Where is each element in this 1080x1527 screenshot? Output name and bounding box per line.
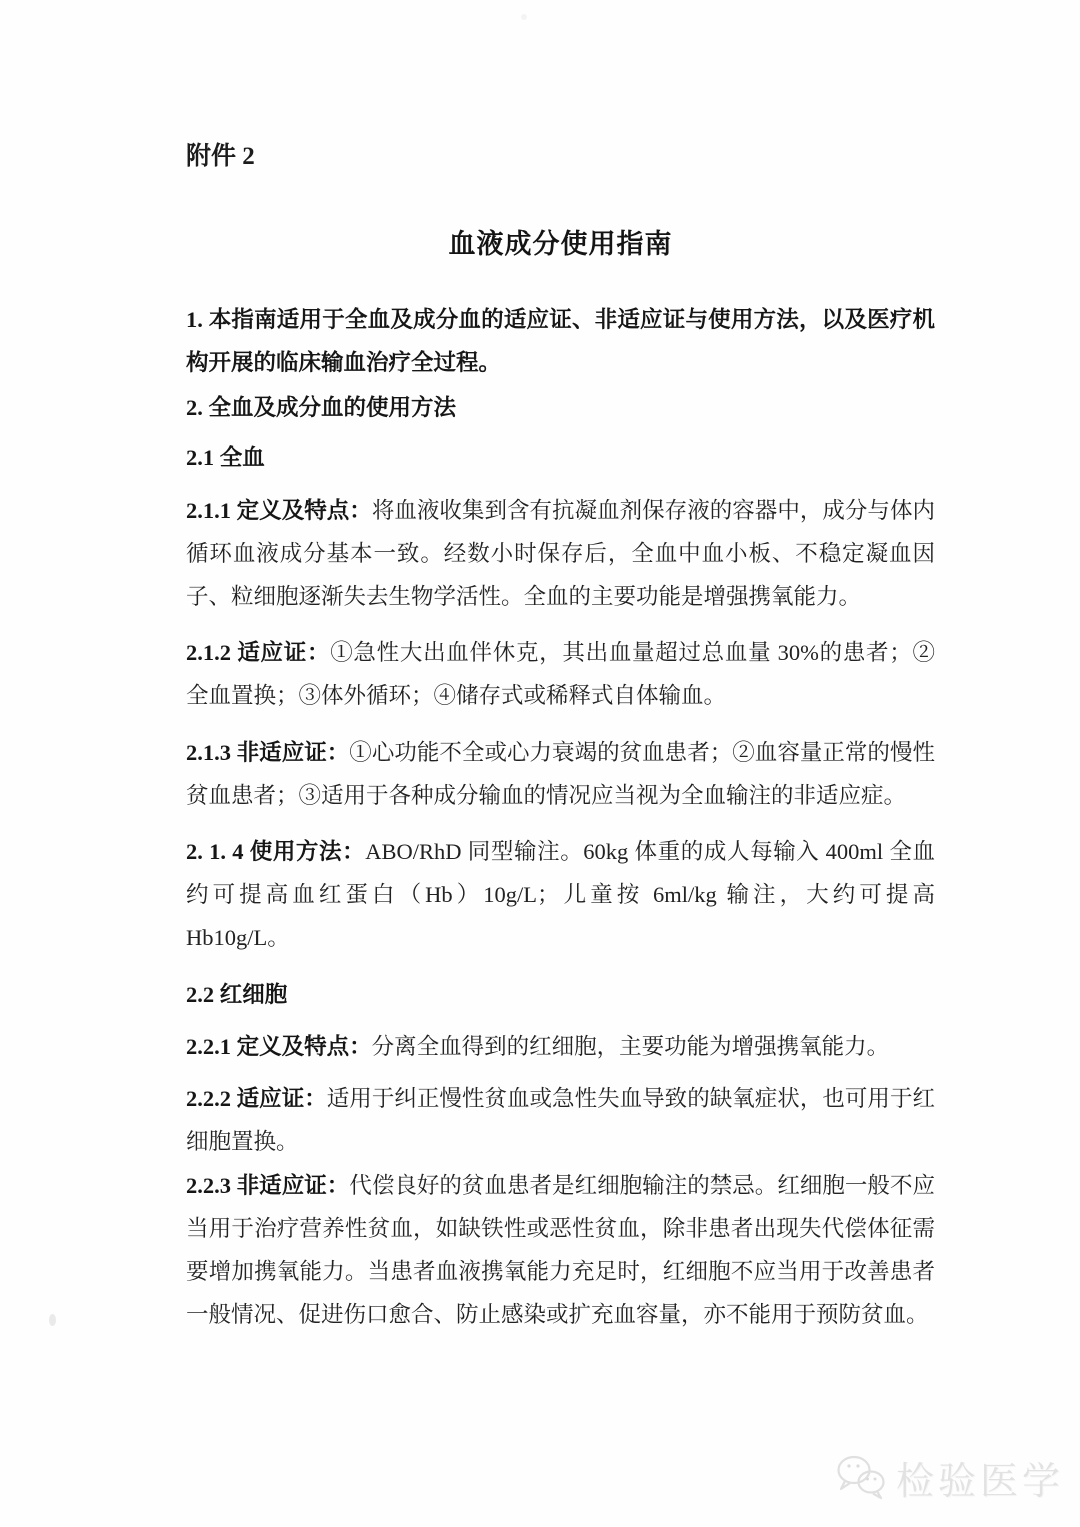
paragraph-2-2-3 bbox=[186, 1164, 935, 1336]
heading-label: 2.1 全血 bbox=[186, 445, 265, 470]
paragraph-2-1-2 bbox=[186, 631, 935, 717]
paragraph-2-2-1 bbox=[186, 1025, 935, 1068]
paragraph-text: 适用于纠正慢性贫血或急性失血导致的缺氧症状，也可用于红细胞置换。 bbox=[186, 1086, 935, 1154]
paragraph-label: 2.2.2 适应证： bbox=[186, 1086, 327, 1111]
paragraph-2-1-1 bbox=[186, 489, 935, 618]
paragraph-text: 分离全血得到的红细胞，主要功能为增强携氧能力。 bbox=[371, 1034, 890, 1059]
watermark bbox=[834, 1450, 1064, 1505]
page-title: 血液成分使用指南 bbox=[448, 229, 673, 259]
heading-usage-methods bbox=[186, 386, 935, 429]
paragraph-text: ABO/RhD 同型输注。60kg 体重的成人每输入 400ml 全血约可提高血红蛋白（Hb）10g/L；儿童按 6ml/kg 输注，大约可提高 Hb10g/L。 bbox=[186, 839, 935, 950]
heading-whole-blood bbox=[186, 436, 935, 479]
paragraph-text: 代偿良好的贫血患者是红细胞输注的禁忌。红细胞一般不应当用于治疗营养性贫血，如缺铁性或恶性贫血，除非患者出现失代偿体征需要增加携氧能力。当患者血液携氧能力充足时，红细胞不应当用于改善患者一般情况、促进伤口愈合、防止感染或扩充血容量，亦不能用于预防贫血。 bbox=[186, 1173, 935, 1327]
paragraph-label: 2.1.1 定义及特点： bbox=[186, 498, 372, 523]
paragraph-2-2-2 bbox=[186, 1077, 935, 1163]
heading-red-cells bbox=[186, 973, 935, 1016]
paragraph-text: ①心功能不全或心力衰竭的贫血患者；②血容量正常的慢性贫血患者；③适用于各种成分输血的情况应当视为全血输注的非适应症。 bbox=[186, 740, 935, 808]
paragraph-label: 2. 1. 4 使用方法： bbox=[186, 839, 366, 864]
paragraph-label: 2.1.3 非适应证： bbox=[186, 740, 350, 765]
scan-speck bbox=[521, 14, 527, 20]
paragraph-2-1-4 bbox=[186, 830, 935, 959]
heading-label: 2.2 红细胞 bbox=[186, 982, 288, 1007]
watermark-text: 检验医学 bbox=[895, 1461, 1064, 1503]
paragraph-text: 将血液收集到含有抗凝血剂保存液的容器中，成分与体内循环血液成分基本一致。经数小时保存后，全血中血小板、不稳定凝血因子、粒细胞逐渐失去生物学活性。全血的主要功能是增强携氧能力。 bbox=[186, 498, 935, 609]
paragraph-label: 2.2.3 非适应证： bbox=[186, 1173, 350, 1198]
heading-label: 2. 全血及成分血的使用方法 bbox=[186, 395, 457, 420]
paragraph-label: 2.2.1 定义及特点： bbox=[186, 1034, 372, 1059]
wechat-icon bbox=[834, 1453, 888, 1503]
scan-speck bbox=[49, 1314, 56, 1326]
paragraph-label: 2.1.2 适应证： bbox=[186, 640, 331, 665]
paragraph-text: ①急性大出血伴休克，其出血量超过总血量 30%的患者；②全血置换；③体外循环；④储存式或稀释式自体输血。 bbox=[186, 640, 935, 708]
paragraph-2-1-3 bbox=[186, 731, 935, 817]
intro-paragraph: 1. 本指南适用于全血及成分血的适应证、非适应证与使用方法，以及医疗机构开展的临床输血治疗全过程。 bbox=[186, 307, 935, 375]
attachment-label: 附件 2 bbox=[186, 143, 255, 170]
